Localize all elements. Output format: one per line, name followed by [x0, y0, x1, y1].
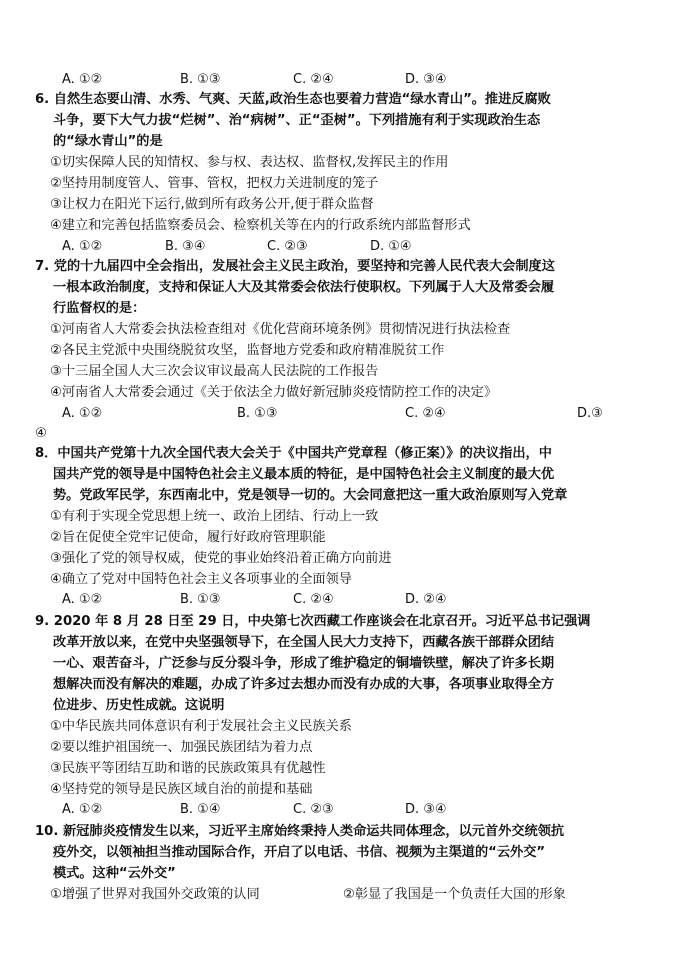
q6-item: ①切实保障人民的知情权、参与权、表达权、监督权,发挥民主的作用 — [50, 155, 449, 170]
q6-option-a: A. ①② — [62, 239, 103, 254]
q7-item: ③十三届全国人大三次会议审议最高人民法院的工作报告 — [50, 364, 379, 379]
q6-stem-line: 的“绿水青山”的是 — [53, 134, 163, 149]
q9-item: ②要以维护祖国统一、加强民族团结为着力点 — [50, 740, 313, 755]
q7-item: ④河南省人大常委会通过《关于依法全力做好新冠肺炎疫情防控工作的决定》 — [50, 385, 498, 400]
q6-stem-line: 6. 自然生态要山清、水秀、气爽、天蓝,政治生态也要着力营造“绿水青山”。推进反腐败 — [35, 92, 551, 107]
q7-option-d: D.③ — [577, 406, 603, 421]
q10-stem-line: 疫外交，以领袖担当推动国际合作，开启了以电话、书信、视频为主渠道的“云外交” — [53, 845, 546, 860]
q9-item: ④坚持党的领导是民族区域自治的前提和基础 — [50, 782, 313, 797]
q9-stem-line: 9. 2020 年 8 月 28 日至 29 日，中央第七次西藏工作座谈会在北京召开。习近平总书记强调 — [35, 614, 591, 629]
q7-option-c: C. ②④ — [405, 406, 446, 421]
q6-option-d: D. ①④ — [370, 239, 412, 254]
q9-stem-line: 想解决而没有解决的难题，办成了许多过去想办而没有办成的大事，各项事业取得全方 — [53, 677, 555, 692]
q8-stem-line: 8．中国共产党第十九次全国代表大会关于《中国共产党章程（修正案）》的决议指出，中 — [35, 446, 552, 461]
q7-option-a: A. ①② — [62, 406, 103, 421]
q8-stem-line: 国共产党的领导是中国特色社会主义最本质的特征，是中国特色社会主义制度的最大优 — [53, 467, 555, 482]
q7-item: ①河南省人大常委会执法检查组对《优化营商环境条例》贯彻情况进行执法检查 — [50, 322, 511, 337]
q5-option-a: A. ①② — [62, 72, 103, 87]
q10-stem-line: 10. 新冠肺炎疫情发生以来，习近平主席始终秉持人类命运共同体理念，以元首外交统领抗 — [35, 824, 565, 839]
q8-item: ④确立了党对中国特色社会主义各项事业的全面领导 — [50, 572, 352, 587]
q7-item: ②各民主党派中央围绕脱贫攻坚，监督地方党委和政府精准脱贫工作 — [50, 343, 445, 358]
q9-option-d: D. ③④ — [405, 802, 447, 817]
q6-item: ④建立和完善包括监察委员会、检察机关等在内的行政系统内部监督形式 — [50, 218, 471, 233]
q5-option-d: D. ③④ — [405, 72, 447, 87]
q10-item: ①增强了世界对我国外交政策的认同 — [50, 887, 260, 902]
q7-option-d-overflow: ④ — [35, 426, 47, 441]
q8-item: ①有利于实现全党思想上统一、政治上团结、行动上一致 — [50, 509, 379, 524]
q9-item: ③民族平等团结互助和谐的民族政策具有优越性 — [50, 761, 326, 776]
q9-stem-line: 改革开放以来，在党中央坚强领导下，在全国人民大力支持下，西藏各族干部群众团结 — [53, 635, 555, 650]
q8-item: ③强化了党的领导权威，使党的事业始终沿着正确方向前进 — [50, 551, 392, 566]
q8-item: ②旨在促使全党牢记使命，履行好政府管理职能 — [50, 530, 326, 545]
q6-item: ③让权力在阳光下运行,做到所有政务公开,便于群众监督 — [50, 197, 374, 212]
q6-item: ②坚持用制度管人、管事、管权，把权力关进制度的笼子 — [50, 176, 379, 191]
q10-stem-line: 模式。这种“云外交” — [53, 866, 176, 881]
q9-option-b: B. ①④ — [180, 802, 221, 817]
q8-option-b: B. ①③ — [180, 592, 221, 607]
q7-option-b: B. ①③ — [237, 406, 278, 421]
q9-option-a: A. ①② — [62, 802, 103, 817]
q8-stem-line: 势。党政军民学，东西南北中，党是领导一切的。大会同意把这一重大政治原则写入党章 — [53, 488, 568, 503]
q7-stem-line: 7. 党的十九届四中全会指出，发展社会主义民主政治，要坚持和完善人民代表大会制度这 — [35, 259, 555, 274]
q6-option-b: B. ③④ — [165, 239, 206, 254]
q6-stem-line: 斗争，要下大气力拔“烂树”、治“病树”、正“歪树”。下列措施有利于实现政治生态 — [53, 113, 541, 128]
q5-option-c: C. ②④ — [293, 72, 334, 87]
q10-item: ②彰显了我国是一个负责任大国的形象 — [343, 887, 566, 902]
q8-option-c: C. ②④ — [293, 592, 334, 607]
q6-option-c: C. ②③ — [267, 239, 308, 254]
q9-stem-line: 一心、艰苦奋斗，广泛参与反分裂斗争，形成了维护稳定的铜墙铁壁，解决了许多长期 — [53, 656, 555, 671]
q5-option-b: B. ①③ — [180, 72, 221, 87]
q8-option-a: A. ①② — [62, 592, 103, 607]
q9-item: ①中华民族共同体意识有利于发展社会主义民族关系 — [50, 719, 352, 734]
q7-stem-line: 一根本政治制度，支持和保证人大及其常委会依法行使职权。下列属于人大及常委会履 — [53, 280, 555, 295]
q8-option-d: D. ②④ — [405, 592, 447, 607]
q9-stem-line: 位进步、历史性成就。这说明 — [53, 698, 225, 713]
q9-option-c: C. ②③ — [293, 802, 334, 817]
q7-stem-line: 行监督权的是： — [53, 301, 146, 316]
